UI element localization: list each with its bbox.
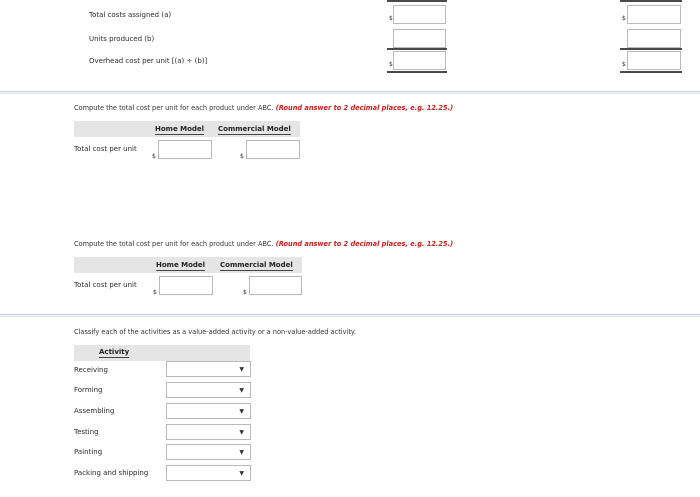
row-label-total-cost-per-unit: Total cost per unit xyxy=(74,145,137,153)
rounding-hint: (Round answer to 2 decimal places, e.g. 12.25.) xyxy=(275,104,454,112)
column-header-home-model: Home Model xyxy=(156,261,206,269)
currency-symbol: $ xyxy=(153,289,157,296)
column-rule-bottom xyxy=(387,71,447,73)
column-header-home-model: Home Model xyxy=(155,125,205,133)
activity-label-receiving: Receiving xyxy=(74,366,108,374)
chevron-down-icon: ▼ xyxy=(239,387,244,394)
row-label-total-cost-per-unit: Total cost per unit xyxy=(74,281,137,289)
units-produced-input-2[interactable] xyxy=(627,29,681,48)
activity-classification-select-assembling[interactable] xyxy=(166,403,251,419)
currency-symbol: $ xyxy=(240,153,244,160)
section2-instruction xyxy=(74,240,453,248)
total-costs-input-2[interactable] xyxy=(627,5,681,24)
column-rule-mid xyxy=(620,48,682,50)
activity-label-painting: Painting xyxy=(74,448,103,456)
activity-label-packing-and-shipping: Packing and shipping xyxy=(74,469,149,477)
currency-symbol: $ xyxy=(622,61,626,68)
rounding-hint: (Round answer to 2 decimal places, e.g. 12.25.) xyxy=(275,240,454,248)
commercial-model-cost-input[interactable] xyxy=(249,276,302,295)
column-rule-top xyxy=(620,0,682,2)
activity-label-testing: Testing xyxy=(74,428,99,436)
section-divider xyxy=(0,314,700,317)
section3-instruction: Classify each of the activities as a value-added activity or a non-value-added activity. xyxy=(74,328,356,336)
row-label-units-produced: Units produced (b) xyxy=(89,35,155,43)
activity-label-forming: Forming xyxy=(74,386,103,394)
section-divider xyxy=(0,91,700,94)
currency-symbol: $ xyxy=(243,289,247,296)
chevron-down-icon: ▼ xyxy=(239,429,244,436)
currency-symbol: $ xyxy=(622,15,626,22)
instruction-text: Compute the total cost per unit for each product under ABC. xyxy=(74,104,274,112)
column-rule-mid xyxy=(387,48,447,50)
commercial-model-cost-input[interactable] xyxy=(246,140,300,159)
column-rule-top xyxy=(387,0,447,2)
column-header-commercial-model: Commercial Model xyxy=(218,125,291,133)
chevron-down-icon: ▼ xyxy=(239,408,244,415)
instruction-text: Compute the total cost per unit for each product under ABC. xyxy=(74,240,274,248)
activity-classification-select-testing[interactable] xyxy=(166,424,251,440)
activity-classification-select-packing-and-shipping[interactable] xyxy=(166,465,251,481)
column-rule-bottom xyxy=(620,71,682,73)
overhead-per-unit-input-2[interactable] xyxy=(627,51,681,70)
currency-symbol: $ xyxy=(152,153,156,160)
home-model-cost-input[interactable] xyxy=(158,140,212,159)
activity-label-assembling: Assembling xyxy=(74,407,115,415)
activity-classification-select-receiving[interactable] xyxy=(166,361,251,377)
home-model-cost-input[interactable] xyxy=(159,276,213,295)
column-header-activity: Activity xyxy=(99,348,130,356)
units-produced-input-1[interactable] xyxy=(393,29,446,48)
overhead-per-unit-input-1[interactable] xyxy=(393,51,446,70)
row-label-overhead-per-unit: Overhead cost per unit [(a) ÷ (b)] xyxy=(89,57,208,65)
chevron-down-icon: ▼ xyxy=(239,449,244,456)
chevron-down-icon: ▼ xyxy=(239,366,244,373)
section1-instruction xyxy=(74,104,453,112)
total-costs-input-1[interactable] xyxy=(393,5,446,24)
currency-symbol: $ xyxy=(389,15,393,22)
activity-classification-select-painting[interactable] xyxy=(166,444,251,460)
chevron-down-icon: ▼ xyxy=(239,470,244,477)
currency-symbol: $ xyxy=(389,61,393,68)
column-header-commercial-model: Commercial Model xyxy=(220,261,293,269)
activity-classification-select-forming[interactable] xyxy=(166,382,251,398)
row-label-total-costs: Total costs assigned (a) xyxy=(89,11,172,19)
